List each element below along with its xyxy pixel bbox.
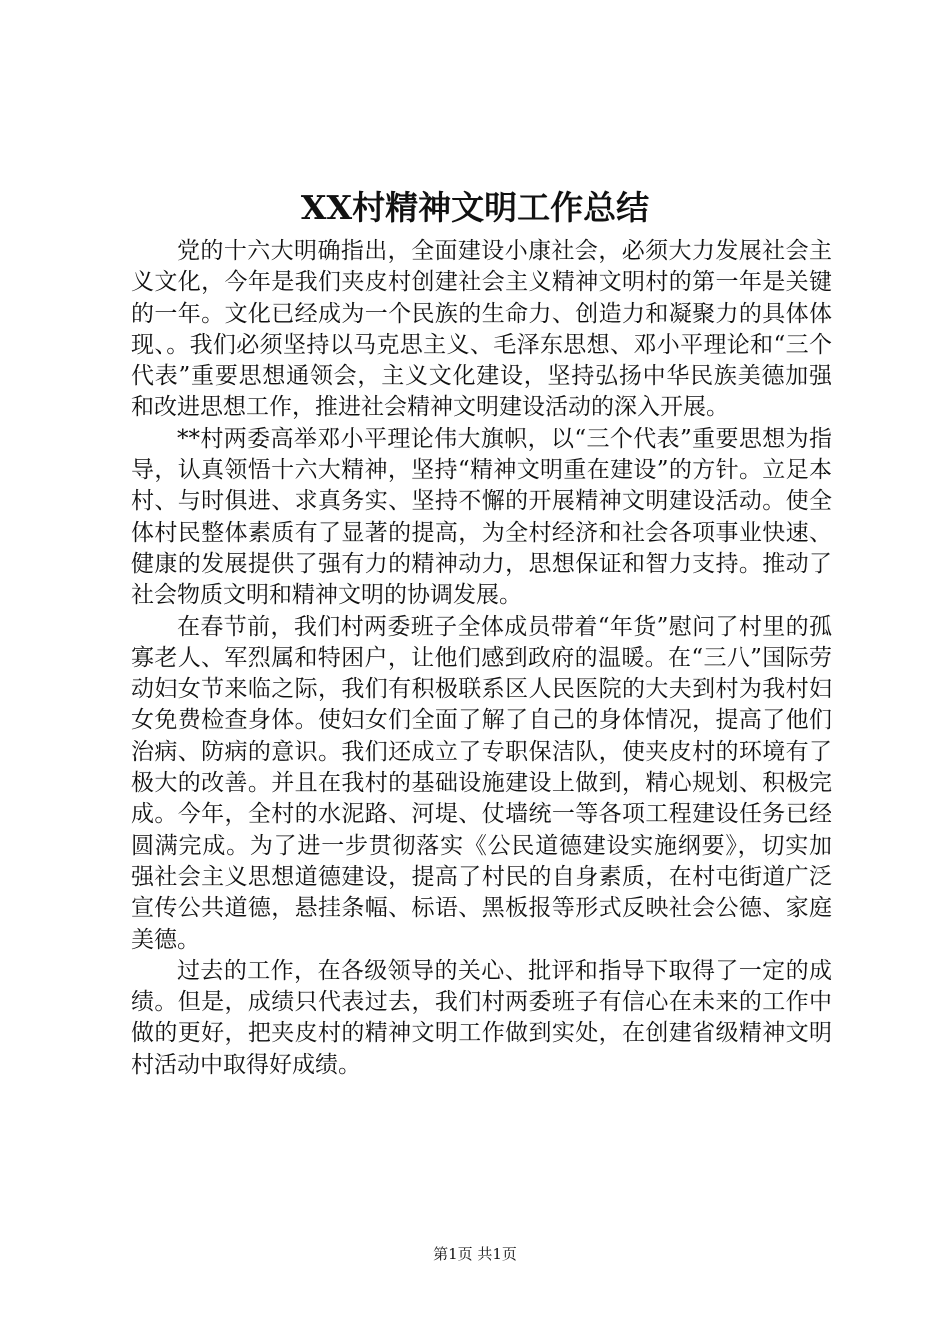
paragraph-2: **村两委高举邓小平理论伟大旗帜，以“三个代表”重要思想为指导，认真领悟十六大精神，坚持“精神文明重在建设”的方针。立足本村、与时俱进、求真务实、坚持不懈的开展精神文明建设活动。使全体村民整体素质有了显著的提高，为全村经济和社会各项事业快速、健康的发展提供了强有力的精神动力，思想保证和智力支持。推动了社会物质文明和精神文明的协调发展。 xyxy=(131,425,832,609)
page-footer: 第1页 共1页 xyxy=(433,1245,517,1263)
document-title: XX村精神文明工作总结 xyxy=(300,188,650,227)
paragraph-1: 党的十六大明确指出，全面建设小康社会，必须大力发展社会主义文化，今年是我们夹皮村创建社会主义精神文明村的第一年是关键的一年。文化已经成为一个民族的生命力、创造力和凝聚力的具体体现、。我们必须坚持以马克思主义、毛泽东思想、邓小平理论和“三个代表”重要思想通领会，主义文化建设，坚持弘扬中华民族美德加强和改进思想工作，推进社会精神文明建设活动的深入开展。 xyxy=(131,238,832,421)
document-body xyxy=(131,236,832,1081)
paragraph-3: 在春节前，我们村两委班子全体成员带着“年货”慰问了村里的孤寡老人、军烈属和特困户，让他们感到政府的温暖。在“三八”国际劳动妇女节来临之际，我们有积极联系区人民医院的大夫到村为我村妇女免费检查身体。使妇女们全面了解了自己的身体情况，提高了他们治病、防病的意识。我们还成立了专职保洁队，使夹皮村的环境有了极大的改善。并且在我村的基础设施建设上做到，精心规划、积极完成。今年，全村的水泥路、河堤、仗墙统一等各项工程建设任务已经圆满完成。为了进一步贯彻落实《公民道德建设实施纲要》，切实加强社会主义思想道德建设，提高了村民的自身素质，在村屯街道广泛宣传公共道德，悬挂条幅、标语、黑板报等形式反映社会公德、家庭美德。 xyxy=(131,613,832,953)
paragraph-4: 过去的工作，在各级领导的关心、批评和指导下取得了一定的成绩。但是，成绩只代表过去，我们村两委班子有信心在未来的工作中做的更好，把夹皮村的精神文明工作做到实处，在创建省级精神文明村活动中取得好成绩。 xyxy=(131,957,832,1078)
